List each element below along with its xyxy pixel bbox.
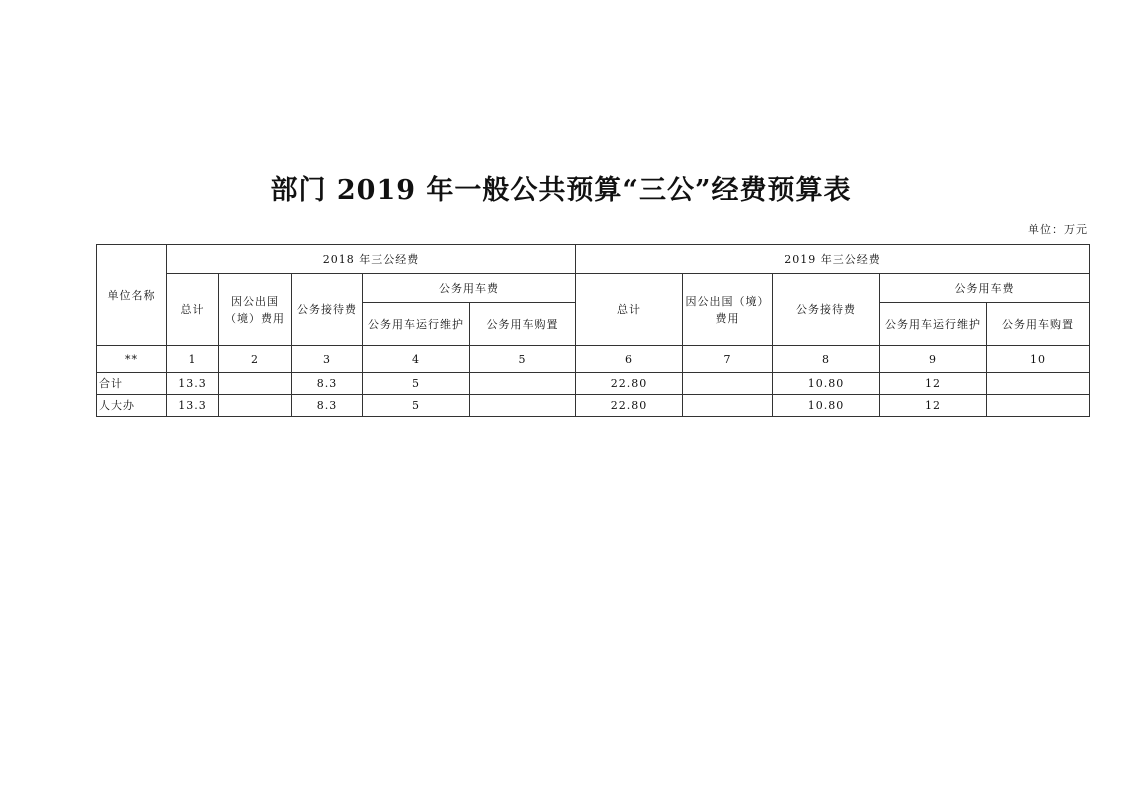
index-row xyxy=(97,346,1090,373)
index-cell: 5 xyxy=(470,346,576,373)
cell-2019-total: 22.80 xyxy=(576,373,683,395)
index-cell: 7 xyxy=(683,346,773,373)
unit-name-header: 单位名称 xyxy=(97,245,167,346)
index-cell: 4 xyxy=(363,346,470,373)
cell-2019-reception: 10.80 xyxy=(773,395,880,417)
cell-2018-vehicle-purchase xyxy=(470,395,576,417)
header-row-years xyxy=(97,245,1090,274)
row-unit-name: 合计 xyxy=(97,373,167,395)
index-cell: 8 xyxy=(773,346,880,373)
cell-2018-vehicle-maint: 5 xyxy=(363,395,470,417)
header-2018-abroad: 因公出国（境）费用 xyxy=(219,274,292,346)
header-2018-reception: 公务接待费 xyxy=(292,274,363,346)
year-2019-header: 2019 年三公经费 xyxy=(576,245,1090,274)
index-cell: 9 xyxy=(880,346,987,373)
header-2019-total: 总计 xyxy=(576,274,683,346)
header-2019-vehicle: 公务用车费 xyxy=(880,274,1090,303)
index-cell: 1 xyxy=(167,346,219,373)
index-cell: 3 xyxy=(292,346,363,373)
cell-2019-abroad xyxy=(683,395,773,417)
cell-2018-vehicle-purchase xyxy=(470,373,576,395)
cell-2018-total: 13.3 xyxy=(167,373,219,395)
cell-2018-abroad xyxy=(219,373,292,395)
header-2019-vehicle-maint: 公务用车运行维护 xyxy=(880,303,987,346)
cell-2018-vehicle-maint: 5 xyxy=(363,373,470,395)
cell-2019-abroad xyxy=(683,373,773,395)
cell-2018-reception: 8.3 xyxy=(292,373,363,395)
header-row-categories xyxy=(97,274,1090,303)
index-cell: 10 xyxy=(987,346,1090,373)
header-2019-reception: 公务接待费 xyxy=(773,274,880,346)
year-2018-header: 2018 年三公经费 xyxy=(167,245,576,274)
cell-2019-vehicle-maint: 12 xyxy=(880,373,987,395)
cell-2018-reception: 8.3 xyxy=(292,395,363,417)
table-row xyxy=(97,373,1090,395)
header-2018-total: 总计 xyxy=(167,274,219,346)
index-cell: ** xyxy=(97,346,167,373)
header-2018-vehicle: 公务用车费 xyxy=(363,274,576,303)
header-2019-vehicle-purchase: 公务用车购置 xyxy=(987,303,1090,346)
index-cell: 6 xyxy=(576,346,683,373)
page-title: 部门 2019 年一般公共预算“三公”经费预算表 xyxy=(270,175,852,206)
row-unit-name: 人大办 xyxy=(97,395,167,417)
header-2018-vehicle-purchase: 公务用车购置 xyxy=(470,303,576,346)
cell-2019-vehicle-purchase xyxy=(987,373,1090,395)
cell-2019-reception: 10.80 xyxy=(773,373,880,395)
unit-label: 单位：万元 xyxy=(1028,223,1088,236)
cell-2019-total: 22.80 xyxy=(576,395,683,417)
table-row xyxy=(97,395,1090,417)
cell-2018-total: 13.3 xyxy=(167,395,219,417)
cell-2019-vehicle-purchase xyxy=(987,395,1090,417)
header-2019-abroad: 因公出国（境）费用 xyxy=(683,274,773,346)
budget-table xyxy=(96,244,1090,417)
cell-2019-vehicle-maint: 12 xyxy=(880,395,987,417)
cell-2018-abroad xyxy=(219,395,292,417)
header-2018-vehicle-maint: 公务用车运行维护 xyxy=(363,303,470,346)
index-cell: 2 xyxy=(219,346,292,373)
